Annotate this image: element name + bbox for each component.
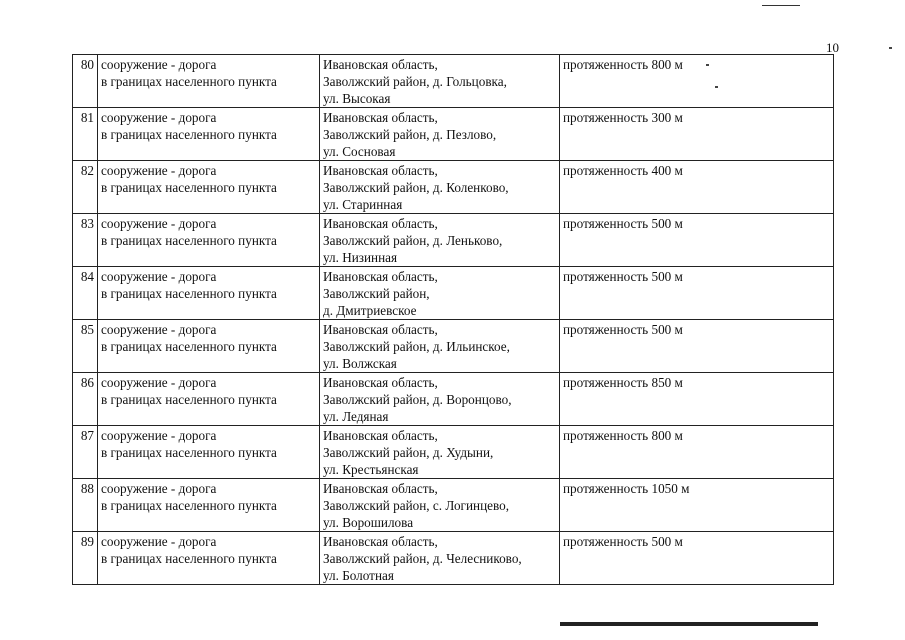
address-line: ул. Волжская	[323, 356, 397, 371]
row-number: 81	[73, 108, 98, 161]
characteristic-cell	[560, 161, 834, 214]
address-line: Ивановская область,	[323, 163, 438, 178]
address-line: Заволжский район, д. Пезлово,	[323, 127, 497, 142]
scan-artifact-dot	[889, 47, 892, 49]
address-line: ул. Ворошилова	[323, 515, 414, 530]
row-number: 87	[73, 426, 98, 479]
address-line: ул. Крестьянская	[323, 462, 419, 477]
address-cell	[320, 373, 560, 426]
characteristic-text: протяженность 500 м	[563, 269, 683, 284]
address-line: ул. Болотная	[323, 568, 394, 583]
characteristic-cell	[560, 214, 834, 267]
characteristic-cell	[560, 55, 834, 108]
table-row	[73, 108, 834, 161]
address-line: Заволжский район, д. Коленково,	[323, 180, 509, 195]
table-row	[73, 373, 834, 426]
object-name-line: сооружение - дорога	[101, 57, 217, 72]
row-number: 84	[73, 267, 98, 320]
object-name-cell	[98, 55, 320, 108]
address-cell	[320, 267, 560, 320]
object-name-line: сооружение - дорога	[101, 216, 217, 231]
characteristic-cell	[560, 108, 834, 161]
address-line: Заволжский район, с. Логинцево,	[323, 498, 510, 513]
characteristic-text: протяженность 300 м	[563, 110, 683, 125]
table-row	[73, 161, 834, 214]
address-line: Ивановская область,	[323, 481, 438, 496]
row-number: 88	[73, 479, 98, 532]
scan-artifact-line	[762, 5, 800, 6]
row-number: 86	[73, 373, 98, 426]
road-registry-table	[72, 54, 834, 585]
object-name-cell	[98, 108, 320, 161]
object-name-cell	[98, 479, 320, 532]
object-name-cell	[98, 373, 320, 426]
object-name-line: сооружение - дорога	[101, 534, 217, 549]
object-name-cell	[98, 532, 320, 585]
characteristic-cell	[560, 320, 834, 373]
address-line: ул. Сосновая	[323, 144, 396, 159]
characteristic-cell	[560, 373, 834, 426]
address-line: Ивановская область,	[323, 534, 438, 549]
object-name-line: сооружение - дорога	[101, 110, 217, 125]
address-line: Заволжский район, д. Худыни,	[323, 445, 494, 460]
address-line: Заволжский район, д. Гольцовка,	[323, 74, 507, 89]
address-line: Заволжский район,	[323, 286, 430, 301]
page-number: 10	[826, 40, 839, 55]
object-name-cell	[98, 214, 320, 267]
address-line: Ивановская область,	[323, 375, 438, 390]
address-cell	[320, 161, 560, 214]
address-line: Ивановская область,	[323, 428, 438, 443]
object-name-line: в границах населенного пункта	[101, 74, 277, 89]
characteristic-text: протяженность 800 м	[563, 428, 683, 443]
address-cell	[320, 55, 560, 108]
object-name-line: в границах населенного пункта	[101, 551, 277, 566]
object-name-line: сооружение - дорога	[101, 163, 217, 178]
row-number: 85	[73, 320, 98, 373]
address-line: Заволжский район, д. Леньково,	[323, 233, 503, 248]
object-name-line: сооружение - дорога	[101, 481, 217, 496]
table-row	[73, 479, 834, 532]
object-name-line: сооружение - дорога	[101, 375, 217, 390]
address-line: ул. Низинная	[323, 250, 398, 265]
characteristic-text: протяженность 500 м	[563, 322, 683, 337]
address-line: ул. Ледяная	[323, 409, 389, 424]
row-number: 83	[73, 214, 98, 267]
object-name-line: в границах населенного пункта	[101, 127, 277, 142]
table-row	[73, 55, 834, 108]
address-cell	[320, 320, 560, 373]
characteristic-text: протяженность 850 м	[563, 375, 683, 390]
address-line: Заволжский район, д. Воронцово,	[323, 392, 512, 407]
object-name-cell	[98, 320, 320, 373]
object-name-line: сооружение - дорога	[101, 269, 217, 284]
address-line: Заволжский район, д. Ильинское,	[323, 339, 510, 354]
scan-artifact-line	[560, 622, 818, 626]
table-body	[73, 55, 834, 585]
address-line: ул. Высокая	[323, 91, 391, 106]
address-line: Ивановская область,	[323, 216, 438, 231]
address-line: Ивановская область,	[323, 57, 438, 72]
object-name-line: в границах населенного пункта	[101, 445, 277, 460]
object-name-line: в границах населенного пункта	[101, 339, 277, 354]
address-line: Заволжский район, д. Челесниково,	[323, 551, 522, 566]
object-name-line: в границах населенного пункта	[101, 392, 277, 407]
characteristic-text: протяженность 500 м	[563, 216, 683, 231]
object-name-line: сооружение - дорога	[101, 322, 217, 337]
row-number: 80	[73, 55, 98, 108]
object-name-line: в границах населенного пункта	[101, 233, 277, 248]
address-line: Ивановская область,	[323, 110, 438, 125]
address-cell	[320, 532, 560, 585]
address-line: Ивановская область,	[323, 322, 438, 337]
table-row	[73, 320, 834, 373]
object-name-line: в границах населенного пункта	[101, 286, 277, 301]
row-number: 89	[73, 532, 98, 585]
object-name-cell	[98, 161, 320, 214]
characteristic-text: протяженность 400 м	[563, 163, 683, 178]
row-number: 82	[73, 161, 98, 214]
object-name-line: в границах населенного пункта	[101, 498, 277, 513]
object-name-line: сооружение - дорога	[101, 428, 217, 443]
table-row	[73, 267, 834, 320]
characteristic-text: протяженность 500 м	[563, 534, 683, 549]
characteristic-cell	[560, 532, 834, 585]
characteristic-cell	[560, 479, 834, 532]
address-cell	[320, 479, 560, 532]
object-name-cell	[98, 267, 320, 320]
address-line: Ивановская область,	[323, 269, 438, 284]
characteristic-cell	[560, 426, 834, 479]
address-line: ул. Старинная	[323, 197, 403, 212]
object-name-cell	[98, 426, 320, 479]
characteristic-text: протяженность 1050 м	[563, 481, 690, 496]
address-cell	[320, 426, 560, 479]
address-line: д. Дмитриевское	[323, 303, 417, 318]
table-row	[73, 426, 834, 479]
characteristic-text: протяженность 800 м	[563, 57, 683, 72]
table-row	[73, 532, 834, 585]
address-cell	[320, 108, 560, 161]
characteristic-cell	[560, 267, 834, 320]
table-row	[73, 214, 834, 267]
object-name-line: в границах населенного пункта	[101, 180, 277, 195]
address-cell	[320, 214, 560, 267]
